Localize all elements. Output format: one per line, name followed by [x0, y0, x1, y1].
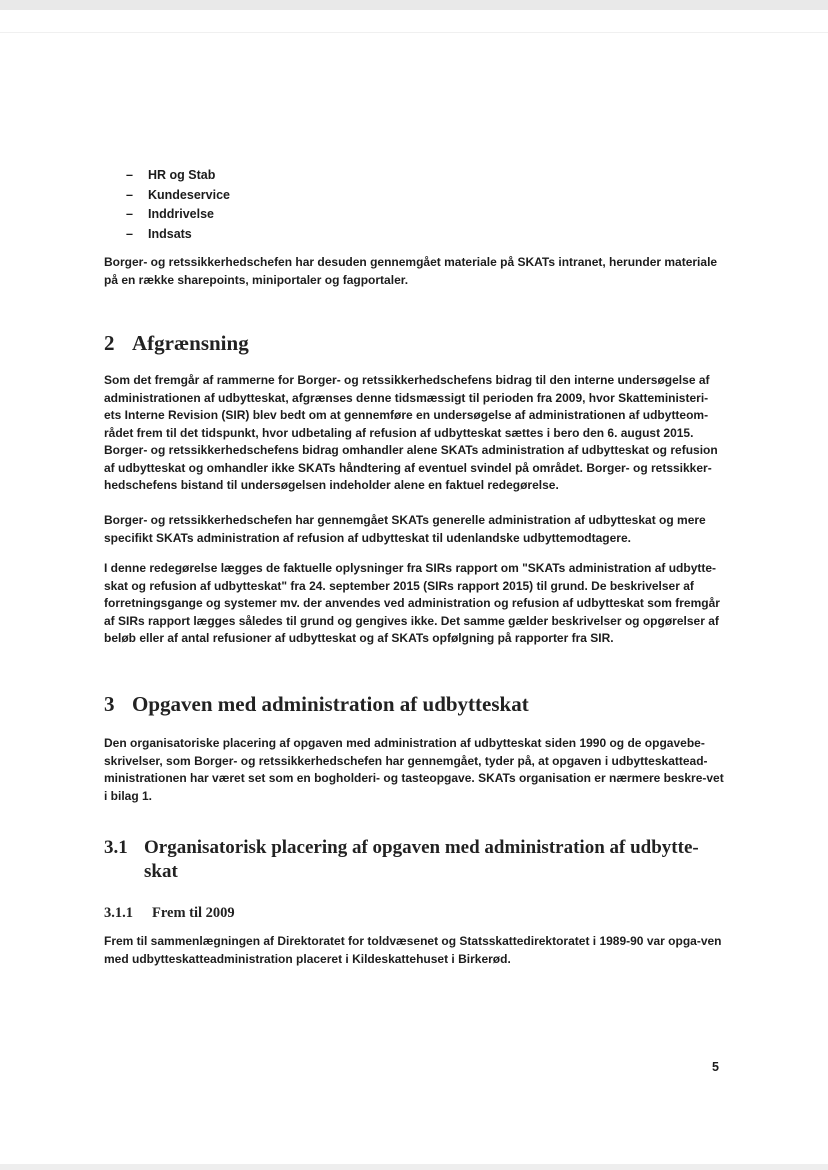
page-number: 5	[712, 1060, 719, 1074]
section-3-paragraph: Den organisatoriske placering af opgaven med administration af udbytteskat siden 1990 og de opgavebe-skrivelser, som Borger- og retssikkerhedschefen har gennemgået, tyder på, at opgaven i udbytteskattead-ministrationen har været set som en bogholderi- og tasteopgave. SKATs organisation er nærmere beskre-vet i bilag 1.	[104, 736, 724, 803]
list-item: – HR og Stab	[126, 168, 216, 182]
section-2-paragraph-1: Som det fremgår af rammerne for Borger- og retssikkerhedschefens bidrag til den interne undersøgelse af administrationen af udbytteskat, afgrænses denne tidsmæssigt til perioden fra 2009, hvor Skatteministeri-ets Interne Revision (SIR) blev bedt om at gennemføre en undersøgelse af administrationen af udbytteom-rådet frem til det tidspunkt, hvor udbetaling af refusion af udbytteskat sættes i bero den 6. august 2015. Borger- og retssikkerhedschefens bidrag omhandler alene SKATs administration af udbytteskat og refusion af udbytteskat og omhandler ikke SKATs håndtering af eventuel svindel på området. Borger- og retssikker-hedschefens bistand til undersøgelsen indeholder alene en faktuel redegørelse.	[104, 373, 718, 492]
department-list	[126, 166, 230, 244]
scan-bottom-edge	[0, 1164, 828, 1170]
section-3-1-heading: 3.1 Organisatorisk placering af opgaven med administration af udbytte-skat	[104, 837, 699, 882]
intro-paragraph: Borger- og retssikkerhedschefen har desuden gennemgået materiale på SKATs intranet, herunder materiale på en række sharepoints, miniportaler og fagportaler.	[104, 255, 718, 287]
list-item: – Indsats	[126, 226, 192, 241]
section-3-heading: 3 Opgaven med administration af udbytteskat	[104, 692, 529, 716]
section-3-1-1-paragraph: Frem til sammenlægningen af Direktoratet for toldvæsenet og Statsskattedirektoratet i 1989-90 var opga-ven med udbytteskatteadministration placeret i Kildeskattehuset i Birkerød.	[104, 934, 722, 966]
section-2-paragraph-3: I denne redegørelse lægges de faktuelle oplysninger fra SIRs rapport om "SKATs administration af udbytte-skat og refusion af udbytteskat" fra 24. september 2015 (SIRs rapport 2015) til grund. De beskrivelser af forretningsgange og systemer mv. der anvendes ved administration og refusion af udbytteskat som fremgår af SIRs rapport lægges således til grund og gengives ikke. Det samme gælder beskrivelser og opgørelser af beløb eller af antal refusioner af udbytteskat og af SKATs opfølgning på rapporter fra SIR.	[104, 561, 720, 645]
scan-top-edge	[0, 0, 828, 10]
section-3-1-1-heading: 3.1.1 Frem til 2009	[104, 905, 235, 921]
section-2-heading: 2 Afgrænsning	[104, 331, 249, 355]
list-item: – Inddrivelse	[126, 207, 214, 221]
section-2-paragraph-2: Borger- og retssikkerhedschefen har gennemgået SKATs generelle administration af udbytteskat og mere specifikt SKATs administration af refusion af udbytteskat til udenlandske udbyttemodtagere.	[104, 513, 706, 545]
list-item: – Kundeservice	[126, 187, 230, 202]
scan-top-rule	[0, 32, 828, 33]
